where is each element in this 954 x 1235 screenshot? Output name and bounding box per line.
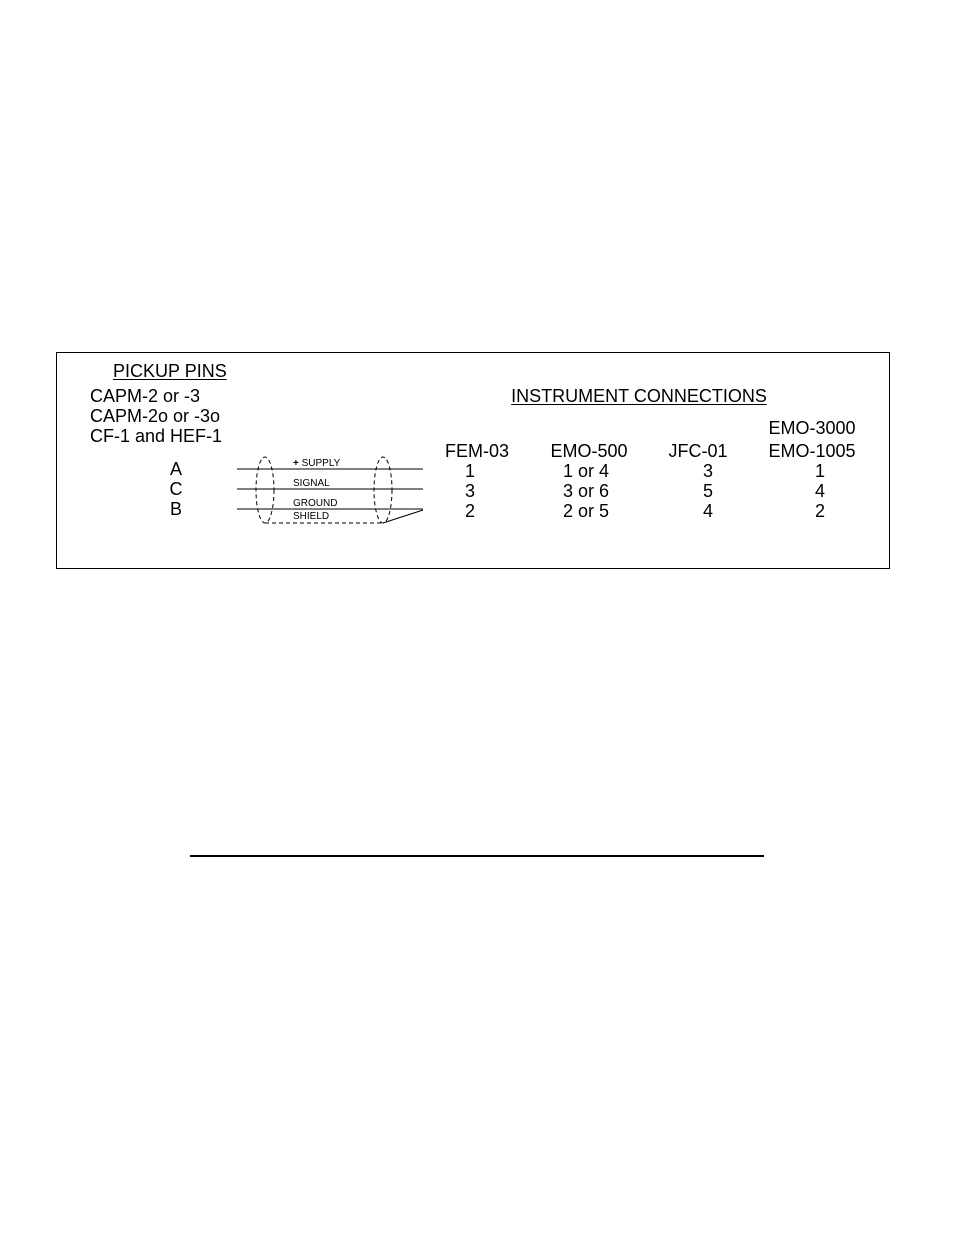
pickup-model-1: CAPM-2 or -3: [90, 386, 201, 406]
emo-1005-pin-c: 4: [814, 481, 826, 501]
column-header-emo-1005: EMO-1005: [768, 441, 856, 461]
column-header-fem-03: FEM-03: [444, 441, 510, 461]
wire-label-supply: + SUPPLY: [293, 458, 341, 469]
instrument-connections-title: INSTRUMENT CONNECTIONS: [511, 386, 767, 406]
pickup-model-3: CF-1 and HEF-1: [90, 426, 223, 446]
emo-1005-pin-b: 2: [814, 501, 826, 521]
wire-label-signal: SIGNAL: [293, 478, 330, 489]
pickup-pin-c: C: [169, 479, 183, 499]
emo-500-pin-c: 3 or 6: [562, 481, 610, 501]
wiring-table-panel: [56, 352, 890, 569]
pickup-pin-b: B: [169, 499, 183, 519]
pickup-pins-title: PICKUP PINS: [113, 361, 227, 381]
fem-03-pin-b: 2: [464, 501, 476, 521]
wire-label-ground: GROUND: [293, 498, 338, 509]
emo-1005-pin-a: 1: [814, 461, 826, 481]
jfc-01-pin-c: 5: [702, 481, 714, 501]
fem-03-pin-a: 1: [464, 461, 476, 481]
emo-500-pin-a: 1 or 4: [562, 461, 610, 481]
jfc-01-pin-b: 4: [702, 501, 714, 521]
fem-03-pin-c: 3: [464, 481, 476, 501]
jfc-01-pin-a: 3: [702, 461, 714, 481]
shield-drain: [383, 510, 423, 523]
signature-line: [190, 855, 764, 857]
cable-shield-right: [374, 457, 392, 523]
emo-500-pin-b: 2 or 5: [562, 501, 610, 521]
column-header-emo-3000: EMO-3000: [768, 418, 856, 438]
wire-label-shield: SHIELD: [293, 511, 330, 522]
column-header-emo-500: EMO-500: [550, 441, 628, 461]
pickup-model-2: CAPM-2o or -3o: [90, 406, 221, 426]
pickup-pin-a: A: [169, 459, 183, 479]
cable-shield-left: [256, 457, 274, 523]
column-header-jfc-01: JFC-01: [668, 441, 728, 461]
